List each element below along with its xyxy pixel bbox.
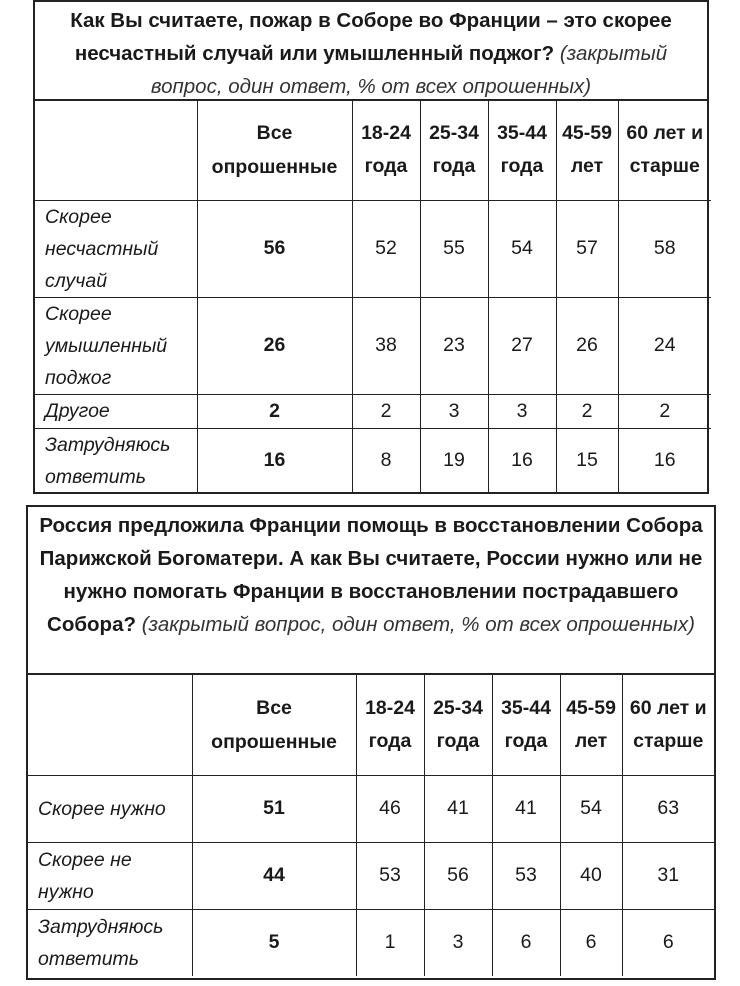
column-header-35-44: 35-44 года (488, 101, 556, 200)
value-25-34: 3 (420, 394, 488, 428)
value-45-59: 26 (556, 297, 618, 394)
question-text (35, 2, 707, 101)
survey-fire-cause (33, 0, 709, 494)
table-row (28, 909, 714, 976)
value-18-24: 53 (356, 842, 424, 909)
value-45-59: 2 (556, 394, 618, 428)
question-text (28, 507, 714, 675)
value-60-plus: 24 (618, 297, 711, 394)
value-45-59: 6 (560, 909, 622, 976)
value-35-44: 6 (492, 909, 560, 976)
value-60-plus: 63 (622, 775, 714, 842)
results-table (35, 101, 711, 493)
value-all: 16 (197, 428, 352, 493)
value-25-34: 19 (420, 428, 488, 493)
value-all: 5 (192, 909, 356, 976)
value-18-24: 8 (352, 428, 420, 493)
value-25-34: 3 (424, 909, 492, 976)
table-header-row (35, 101, 711, 200)
value-45-59: 57 (556, 200, 618, 297)
column-header-35-44: 35-44 года (492, 675, 560, 775)
value-all: 56 (197, 200, 352, 297)
row-label: Затрудняюсь ответить (35, 428, 197, 493)
value-60-plus: 16 (618, 428, 711, 493)
table-row (35, 297, 711, 394)
table-row (35, 428, 711, 493)
value-25-34: 41 (424, 775, 492, 842)
value-35-44: 27 (488, 297, 556, 394)
column-header-18-24: 18-24 года (356, 675, 424, 775)
column-header-60-plus: 60 лет и старше (622, 675, 714, 775)
value-18-24: 1 (356, 909, 424, 976)
value-18-24: 2 (352, 394, 420, 428)
table-row (28, 775, 714, 842)
value-18-24: 52 (352, 200, 420, 297)
table-row (28, 842, 714, 909)
row-label: Затрудняюсь ответить (28, 909, 192, 976)
value-18-24: 38 (352, 297, 420, 394)
value-all: 51 (192, 775, 356, 842)
value-60-plus: 2 (618, 394, 711, 428)
question-note: (закрытый вопрос, один ответ, % от всех опрошенных) (150, 42, 668, 98)
row-label: Скорее нужно (28, 775, 192, 842)
column-header-45-59: 45-59 лет (556, 101, 618, 200)
empty-corner-cell (28, 675, 192, 775)
value-25-34: 55 (420, 200, 488, 297)
column-header-60-plus: 60 лет и старше (618, 101, 711, 200)
table-header-row (28, 675, 714, 775)
table-row (35, 394, 711, 428)
row-label: Другое (35, 394, 197, 428)
question-main: Как Вы считаете, пожар в Соборе во Франции – это скорее несчастный случай или умышленный поджог? (70, 9, 672, 65)
value-18-24: 46 (356, 775, 424, 842)
row-label: Скорее умышленный поджог (35, 297, 197, 394)
value-35-44: 53 (492, 842, 560, 909)
results-table (28, 675, 714, 976)
value-all: 44 (192, 842, 356, 909)
value-60-plus: 58 (618, 200, 711, 297)
value-35-44: 3 (488, 394, 556, 428)
question-main: Россия предложила Франции помощь в восстановлении Собора Парижской Богоматери. А как Вы считаете, России нужно или не нужно помогать Франции в восстановлении пострадавшего Собора? (39, 514, 703, 636)
value-60-plus: 6 (622, 909, 714, 976)
survey-help-restoration (26, 505, 716, 980)
value-35-44: 16 (488, 428, 556, 493)
value-25-34: 56 (424, 842, 492, 909)
table-row (35, 200, 711, 297)
value-45-59: 40 (560, 842, 622, 909)
value-60-plus: 31 (622, 842, 714, 909)
column-header-18-24: 18-24 года (352, 101, 420, 200)
value-45-59: 54 (560, 775, 622, 842)
value-all: 26 (197, 297, 352, 394)
row-label: Скорее не нужно (28, 842, 192, 909)
empty-corner-cell (35, 101, 197, 200)
column-header-all: Все опрошенные (197, 101, 352, 200)
value-35-44: 54 (488, 200, 556, 297)
column-header-45-59: 45-59 лет (560, 675, 622, 775)
value-all: 2 (197, 394, 352, 428)
row-label: Скорее несчастный случай (35, 200, 197, 297)
column-header-25-34: 25-34 года (424, 675, 492, 775)
value-35-44: 41 (492, 775, 560, 842)
question-note: (закрытый вопрос, один ответ, % от всех опрошенных) (141, 613, 695, 636)
value-25-34: 23 (420, 297, 488, 394)
column-header-25-34: 25-34 года (420, 101, 488, 200)
column-header-all: Все опрошенные (192, 675, 356, 775)
value-45-59: 15 (556, 428, 618, 493)
